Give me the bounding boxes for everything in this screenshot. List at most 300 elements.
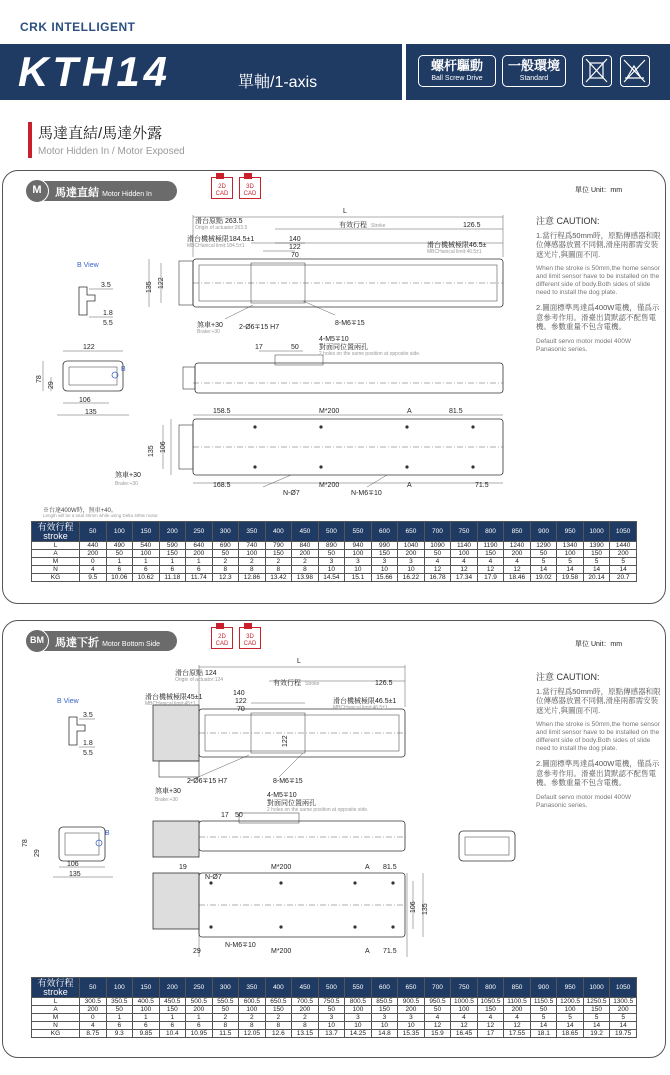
table-cell: 2 bbox=[265, 1014, 292, 1022]
caution-item2-zh-bm: 2.圖面標準馬達爲400W電機，僅爲示意參考作用。滑臺出貨默認不配售電機。參數重量不包含電機。 bbox=[536, 759, 660, 787]
unit-label-bm: 單位 Unit：mm bbox=[575, 641, 623, 648]
stroke-column-header: 950 bbox=[557, 978, 584, 998]
table-cell: 150 bbox=[583, 550, 610, 558]
spec-table-m bbox=[31, 521, 637, 582]
table-cell: 350.5 bbox=[106, 998, 133, 1006]
stroke-column-header: 900 bbox=[530, 522, 557, 542]
table-cell: 400.5 bbox=[133, 998, 160, 1006]
table-cell: 10 bbox=[318, 566, 345, 574]
stroke-column-header: 250 bbox=[186, 522, 213, 542]
dim-m-nm6: N-M6∓10 bbox=[351, 490, 382, 497]
row-label: M bbox=[32, 1014, 80, 1022]
stroke-column-header: 550 bbox=[345, 978, 372, 998]
stroke-column-header: 800 bbox=[477, 522, 504, 542]
stroke-column-header: 950 bbox=[557, 522, 584, 542]
table-cell: 9.5 bbox=[80, 574, 107, 582]
table-cell: 8 bbox=[239, 566, 266, 574]
table-cell: 16.45 bbox=[451, 1030, 478, 1038]
table-cell: 5 bbox=[583, 558, 610, 566]
table-cell: 200 bbox=[398, 550, 425, 558]
spec-table-bm bbox=[31, 977, 637, 1038]
table-cell: 8 bbox=[239, 1022, 266, 1030]
dim-m-A-bottom: A bbox=[407, 482, 412, 489]
dim-m-50: 50 bbox=[291, 344, 299, 351]
panel-m-note-en: Length will be a total 40mm while using Delta 400w motor. bbox=[43, 513, 159, 518]
table-cell: 8 bbox=[292, 1022, 319, 1030]
table-cell: 200 bbox=[186, 550, 213, 558]
table-cell: 1200.5 bbox=[557, 998, 584, 1006]
table-cell: 4 bbox=[477, 1014, 504, 1022]
table-row bbox=[32, 1022, 637, 1030]
stroke-header: 有效行程 stroke bbox=[32, 978, 80, 998]
panel-bm-title-en: Motor Bottom Side bbox=[102, 641, 161, 648]
table-cell: 13.98 bbox=[292, 574, 319, 582]
dim-m-limit-left-en: MBCHanical limit:184.5±1 bbox=[187, 243, 245, 249]
section-subtitle: Motor Hidden In / Motor Exposed bbox=[38, 146, 185, 157]
badge-env-zh: 一般環境 bbox=[507, 58, 560, 73]
dim-m-stroke: 有效行程 bbox=[339, 222, 367, 229]
table-cell: 8 bbox=[212, 1022, 239, 1030]
table-cell: 6 bbox=[159, 1022, 186, 1030]
dim-m-126-5: 126.5 bbox=[463, 222, 481, 229]
standard-env-badge bbox=[502, 55, 566, 87]
table-cell: 13.7 bbox=[318, 1030, 345, 1038]
table-cell: 840 bbox=[292, 542, 319, 550]
table-row bbox=[32, 1014, 637, 1022]
row-label: KG bbox=[32, 574, 80, 582]
dim-bm-stroke: 有效行程 bbox=[273, 680, 301, 687]
table-cell: 4 bbox=[80, 566, 107, 574]
row-label: L bbox=[32, 542, 80, 550]
dim-bm-m5-en: 2 holes on the same position at opposite side. bbox=[267, 807, 369, 813]
stroke-column-header: 1050 bbox=[610, 978, 637, 998]
dim-bm-b18: 1.8 bbox=[83, 740, 93, 747]
table-cell: 10 bbox=[345, 566, 372, 574]
model-title: KTH14 bbox=[18, 48, 172, 95]
table-cell: 10 bbox=[398, 1022, 425, 1030]
table-cell: 12 bbox=[477, 1022, 504, 1030]
dim-bm-b35: 3.5 bbox=[83, 712, 93, 719]
table-cell: 11.18 bbox=[159, 574, 186, 582]
table-cell: 8 bbox=[265, 566, 292, 574]
table-cell: 5 bbox=[610, 1014, 637, 1022]
table-cell: 12 bbox=[424, 1022, 451, 1030]
drawing-m-end-view bbox=[43, 351, 129, 415]
table-cell: 3 bbox=[318, 558, 345, 566]
table-cell: 200 bbox=[292, 550, 319, 558]
stroke-column-header: 600 bbox=[371, 522, 398, 542]
panel-m-code: M bbox=[25, 179, 49, 203]
table-cell: 650.5 bbox=[265, 998, 292, 1006]
table-cell: 18.1 bbox=[530, 1030, 557, 1038]
table-cell: 150 bbox=[265, 550, 292, 558]
table-cell: 2 bbox=[265, 558, 292, 566]
table-cell: 50 bbox=[318, 550, 345, 558]
caution-item1-en: When the stroke is 50mm,the home sensor and limit sensor have to be installed on the different side of body.Both sides of slide need to install the dog plate. bbox=[536, 265, 660, 296]
table-cell: 5 bbox=[557, 1014, 584, 1022]
stroke-column-header: 1050 bbox=[610, 522, 637, 542]
table-cell: 500.5 bbox=[186, 998, 213, 1006]
table-cell: 4 bbox=[504, 1014, 531, 1022]
table-cell: 12.86 bbox=[239, 574, 266, 582]
dim-bm-81-5: 81.5 bbox=[383, 864, 397, 871]
table-cell: 50 bbox=[212, 1006, 239, 1014]
stroke-column-header: 850 bbox=[504, 978, 531, 998]
stroke-column-header: 750 bbox=[451, 978, 478, 998]
dim-m-158-5: 158.5 bbox=[213, 408, 231, 415]
table-cell: 200 bbox=[186, 1006, 213, 1014]
table-cell: 3 bbox=[318, 1014, 345, 1022]
table-cell: 740 bbox=[239, 542, 266, 550]
dim-m-168-5: 168.5 bbox=[213, 482, 231, 489]
dim-m-bview: B View bbox=[77, 262, 99, 269]
caution-item1-en-bm: When the stroke is 50mm,the home sensor and limit sensor have to be installed on the different side of body.Both sides of slide need to install the dog plate. bbox=[536, 721, 660, 752]
table-cell: 8 bbox=[265, 1022, 292, 1030]
table-cell: 17.34 bbox=[451, 574, 478, 582]
table-cell: 17.9 bbox=[477, 574, 504, 582]
table-cell: 18.46 bbox=[504, 574, 531, 582]
stroke-column-header: 850 bbox=[504, 522, 531, 542]
table-cell: 2 bbox=[212, 1014, 239, 1022]
badge-drive-en: Ball Screw Drive bbox=[431, 75, 483, 82]
table-row bbox=[32, 1030, 637, 1038]
dim-bm-70: 70 bbox=[237, 706, 245, 713]
table-cell: 1 bbox=[133, 558, 160, 566]
dim-bm-mx200-top: M*200 bbox=[271, 864, 292, 871]
dim-bm-L: L bbox=[297, 658, 301, 665]
dim-bm-stroke-en: Stroke bbox=[305, 681, 320, 687]
dim-m-bmark: B bbox=[121, 366, 126, 373]
table-cell: 3 bbox=[345, 1014, 372, 1022]
dim-m-140: 140 bbox=[289, 236, 301, 243]
stroke-column-header: 200 bbox=[159, 978, 186, 998]
dim-m-L: L bbox=[343, 208, 347, 215]
table-cell: 8 bbox=[212, 566, 239, 574]
table-cell: 1340 bbox=[557, 542, 584, 550]
table-cell: 4 bbox=[451, 558, 478, 566]
dim-bm-limit-left: 滑台機械極限45±1 bbox=[145, 694, 203, 701]
table-row bbox=[32, 550, 637, 558]
stroke-column-header: 100 bbox=[106, 978, 133, 998]
caution-block bbox=[536, 217, 662, 360]
badge-env-en: Standard bbox=[519, 75, 549, 82]
dim-m-s29: 29 bbox=[48, 381, 55, 389]
table-cell: 10.4 bbox=[159, 1030, 186, 1038]
caution-item1-zh-bm: 1.當行程爲50mm時，原點傳感器和限位傳感器放置不同側,滑座兩都需安裝遮光片,與圖面不同. bbox=[536, 686, 661, 715]
table-cell: 10 bbox=[398, 566, 425, 574]
table-cell: 14 bbox=[557, 566, 584, 574]
table-cell: 100 bbox=[557, 1006, 584, 1014]
stroke-column-header: 600 bbox=[371, 978, 398, 998]
dim-m-m6: 8-M6∓15 bbox=[335, 320, 365, 327]
stroke-column-header: 650 bbox=[398, 978, 425, 998]
table-cell: 1050.5 bbox=[477, 998, 504, 1006]
table-cell: 20.14 bbox=[583, 574, 610, 582]
caution-title-bm: 注意 CAUTION: bbox=[536, 672, 600, 682]
table-cell: 640 bbox=[186, 542, 213, 550]
panel-m-title-en: Motor Hidden In bbox=[102, 191, 152, 198]
stroke-column-header: 350 bbox=[239, 522, 266, 542]
table-cell: 19.75 bbox=[610, 1030, 637, 1038]
dim-bm-origin-en: Origin of actuator:124 bbox=[175, 677, 224, 683]
table-cell: 8.75 bbox=[80, 1030, 107, 1038]
table-cell: 590 bbox=[159, 542, 186, 550]
table-cell: 100 bbox=[345, 550, 372, 558]
table-cell: 1000.5 bbox=[451, 998, 478, 1006]
dim-m-brake-b: 煞車+30 bbox=[115, 472, 141, 479]
dim-bm-b55: 5.5 bbox=[83, 750, 93, 757]
table-cell: 15.66 bbox=[371, 574, 398, 582]
table-cell: 200 bbox=[80, 1006, 107, 1014]
row-label: L bbox=[32, 998, 80, 1006]
table-cell: 50 bbox=[106, 550, 133, 558]
no-dust-icon bbox=[620, 55, 650, 87]
stroke-column-header: 250 bbox=[186, 978, 213, 998]
table-cell: 15.35 bbox=[398, 1030, 425, 1038]
dim-m-b35: 3.5 bbox=[101, 282, 111, 289]
dim-bm-s106: 106 bbox=[67, 861, 79, 868]
table-cell: 12.3 bbox=[212, 574, 239, 582]
table-cell: 10 bbox=[371, 566, 398, 574]
table-cell: 450.5 bbox=[159, 998, 186, 1006]
table-cell: 19.2 bbox=[583, 1030, 610, 1038]
table-cell: 50 bbox=[530, 1006, 557, 1014]
brand-name: CRK INTELLIGENT bbox=[20, 20, 136, 34]
dim-m-origin: 滑台原點 263.5 bbox=[195, 218, 243, 225]
table-cell: 12 bbox=[504, 566, 531, 574]
caution-item2-en-bm: Default servo motor model 400W Panasonic series. bbox=[536, 793, 632, 809]
table-cell: 1300.5 bbox=[610, 998, 637, 1006]
table-cell: 14.25 bbox=[345, 1030, 372, 1038]
table-cell: 50 bbox=[212, 550, 239, 558]
table-cell: 200 bbox=[504, 550, 531, 558]
table-cell: 14 bbox=[583, 1022, 610, 1030]
table-cell: 550.5 bbox=[212, 998, 239, 1006]
table-cell: 19.58 bbox=[557, 574, 584, 582]
dim-m-m5-zh: 對面同位置兩孔 bbox=[319, 344, 368, 351]
table-cell: 1 bbox=[133, 1014, 160, 1022]
table-cell: 20.7 bbox=[610, 574, 637, 582]
dim-m-s122: 122 bbox=[83, 344, 95, 351]
dim-m-origin-en: Origin of actuator:263.5 bbox=[195, 225, 248, 231]
table-cell: 1190 bbox=[477, 542, 504, 550]
stroke-column-header: 1000 bbox=[583, 522, 610, 542]
table-cell: 16.22 bbox=[398, 574, 425, 582]
dim-bm-t135: 135 bbox=[422, 903, 429, 915]
table-cell: 12 bbox=[424, 566, 451, 574]
table-cell: 10.62 bbox=[133, 574, 160, 582]
row-label: N bbox=[32, 566, 80, 574]
ball-screw-badge bbox=[418, 55, 496, 87]
table-cell: 0 bbox=[80, 1014, 107, 1022]
table-cell: 50 bbox=[530, 550, 557, 558]
dim-m-17: 17 bbox=[255, 344, 263, 351]
dim-bm-126-5: 126.5 bbox=[375, 680, 393, 687]
table-cell: 890 bbox=[318, 542, 345, 550]
stroke-column-header: 700 bbox=[424, 978, 451, 998]
table-cell: 1440 bbox=[610, 542, 637, 550]
table-cell: 6 bbox=[186, 566, 213, 574]
dim-m-b55: 5.5 bbox=[103, 320, 113, 327]
table-cell: 6 bbox=[186, 1022, 213, 1030]
dim-m-t106: 106 bbox=[160, 441, 167, 453]
dim-bm-19: 19 bbox=[179, 864, 187, 871]
section-accent-bar bbox=[28, 122, 32, 158]
stroke-column-header: 150 bbox=[133, 978, 160, 998]
panel-bm-title: 馬達下折 bbox=[55, 637, 99, 649]
dim-bm-mx200-bottom: M*200 bbox=[271, 948, 292, 955]
table-cell: 6 bbox=[106, 566, 133, 574]
dim-bm-origin: 滑台原點 124 bbox=[175, 670, 217, 677]
table-cell: 18.65 bbox=[557, 1030, 584, 1038]
table-cell: 100 bbox=[345, 1006, 372, 1014]
table-cell: 17 bbox=[477, 1030, 504, 1038]
dim-m-brake-en: Brake:+30 bbox=[197, 329, 220, 335]
stroke-column-header: 200 bbox=[159, 522, 186, 542]
caution-title: 注意 CAUTION: bbox=[536, 216, 600, 226]
stroke-column-header: 800 bbox=[477, 978, 504, 998]
dim-m-70: 70 bbox=[291, 252, 299, 259]
dim-m-s78: 78 bbox=[36, 375, 43, 383]
dim-m-mx200-bottom: M*200 bbox=[319, 482, 340, 489]
table-cell: 3 bbox=[371, 558, 398, 566]
table-cell: 6 bbox=[159, 566, 186, 574]
table-cell: 14 bbox=[530, 1022, 557, 1030]
table-cell: 1240 bbox=[504, 542, 531, 550]
table-cell: 12 bbox=[477, 566, 504, 574]
table-cell: 150 bbox=[583, 1006, 610, 1014]
dim-m-limit-left: 滑台機械極限184.5±1 bbox=[187, 236, 255, 243]
dim-m-mx200-top: M*200 bbox=[319, 408, 340, 415]
table-cell: 2 bbox=[239, 1014, 266, 1022]
stroke-column-header: 900 bbox=[530, 978, 557, 998]
row-label: N bbox=[32, 1022, 80, 1030]
dim-bm-pin: 2-Ø6∓15 H7 bbox=[187, 778, 228, 785]
cad-2d-button[interactable]: 2D CAD bbox=[211, 177, 233, 199]
table-cell: 1040 bbox=[398, 542, 425, 550]
dim-bm-bmark: B bbox=[105, 830, 110, 837]
table-cell: 9.85 bbox=[133, 1030, 160, 1038]
table-cell: 3 bbox=[345, 558, 372, 566]
panel-bm-code: BM bbox=[25, 629, 49, 653]
table-cell: 12.05 bbox=[239, 1030, 266, 1038]
cad-2d-button-bm[interactable]: 2D CAD bbox=[211, 627, 233, 649]
table-cell: 12 bbox=[451, 566, 478, 574]
stroke-column-header: 100 bbox=[106, 522, 133, 542]
stroke-column-header: 500 bbox=[318, 978, 345, 998]
table-cell: 14 bbox=[530, 566, 557, 574]
table-cell: 4 bbox=[80, 1022, 107, 1030]
table-cell: 12 bbox=[504, 1022, 531, 1030]
dim-bm-A-top: A bbox=[365, 864, 370, 871]
table-cell: 1 bbox=[106, 1014, 133, 1022]
table-cell: 700.5 bbox=[292, 998, 319, 1006]
dim-m-limit-right: 滑台機械極限46.5± bbox=[427, 242, 487, 249]
table-cell: 10 bbox=[371, 1022, 398, 1030]
stroke-column-header: 50 bbox=[80, 978, 107, 998]
table-cell: 200 bbox=[504, 1006, 531, 1014]
stroke-column-header: 300 bbox=[212, 522, 239, 542]
drawing-m-front-view bbox=[183, 351, 503, 393]
row-label: KG bbox=[32, 1030, 80, 1038]
table-cell: 200 bbox=[610, 1006, 637, 1014]
dim-bm-A-bottom: A bbox=[365, 948, 370, 955]
table-cell: 790 bbox=[265, 542, 292, 550]
dim-m-s106: 106 bbox=[79, 397, 91, 404]
drawing-bm bbox=[3, 621, 533, 971]
table-cell: 17.55 bbox=[504, 1030, 531, 1038]
table-cell: 3 bbox=[371, 1014, 398, 1022]
table-cell: 100 bbox=[133, 1006, 160, 1014]
panel-m-title: 馬達直結 bbox=[55, 187, 99, 199]
caution-item2-zh: 2.圖面標準馬達爲400W電機，僅爲示意參考作用。滑臺出貨默認不配售電機。參數重量不包含電機。 bbox=[536, 303, 660, 331]
drawing-bm-front-view bbox=[153, 813, 405, 857]
cad-3d-button[interactable]: 3D CAD bbox=[239, 177, 261, 199]
caution-item2-en: Default servo motor model 400W Panasonic series. bbox=[536, 337, 632, 353]
dim-bm-s135: 135 bbox=[69, 871, 81, 878]
stroke-column-header: 1000 bbox=[583, 978, 610, 998]
dim-m-stroke-en: Stroke bbox=[371, 223, 386, 229]
table-cell: 0 bbox=[80, 558, 107, 566]
table-cell: 5 bbox=[530, 1014, 557, 1022]
no-cleanroom-icon bbox=[582, 55, 612, 87]
table-row bbox=[32, 574, 637, 582]
dim-m-s135: 135 bbox=[85, 409, 97, 416]
table-cell: 5 bbox=[530, 558, 557, 566]
dim-bm-nm6: N-M6∓10 bbox=[225, 942, 256, 949]
table-row bbox=[32, 542, 637, 550]
dim-m-m5: 4-M5∓10 bbox=[319, 336, 349, 343]
table-cell: 200 bbox=[292, 1006, 319, 1014]
table-cell: 1 bbox=[186, 1014, 213, 1022]
dim-bm-bview: B View bbox=[57, 698, 79, 705]
stroke-column-header: 550 bbox=[345, 522, 372, 542]
stroke-column-header: 400 bbox=[265, 978, 292, 998]
dim-bm-s29: 29 bbox=[34, 849, 41, 857]
stroke-column-header: 400 bbox=[265, 522, 292, 542]
table-cell: 1150.5 bbox=[530, 998, 557, 1006]
dim-m-81-5: 81.5 bbox=[449, 408, 463, 415]
table-cell: 14 bbox=[583, 566, 610, 574]
caution-item1-zh: 1.當行程爲50mm時，原點傳感器和限位傳感器放置不同側,滑座兩都需安裝遮光片,與圖面不同. bbox=[536, 230, 661, 259]
dim-m-brake: 煞車+30 bbox=[197, 322, 223, 329]
table-cell: 100 bbox=[451, 550, 478, 558]
table-row bbox=[32, 1006, 637, 1014]
cad-3d-button-bm[interactable]: 3D CAD bbox=[239, 627, 261, 649]
table-cell: 100 bbox=[451, 1006, 478, 1014]
dim-bm-122v: 122 bbox=[282, 735, 289, 747]
stroke-column-header: 300 bbox=[212, 978, 239, 998]
table-cell: 5 bbox=[557, 558, 584, 566]
stroke-column-header: 450 bbox=[292, 978, 319, 998]
table-cell: 9.3 bbox=[106, 1030, 133, 1038]
stroke-column-header: 50 bbox=[80, 522, 107, 542]
row-label: A bbox=[32, 550, 80, 558]
table-cell: 200 bbox=[398, 1006, 425, 1014]
dim-bm-29: 29 bbox=[193, 948, 201, 955]
table-cell: 12 bbox=[451, 1022, 478, 1030]
dim-m-t135: 135 bbox=[148, 445, 155, 457]
dim-bm-s78: 78 bbox=[22, 839, 29, 847]
table-cell: 150 bbox=[371, 1006, 398, 1014]
stroke-column-header: 500 bbox=[318, 522, 345, 542]
dim-bm-n7: N-Ø7 bbox=[205, 874, 222, 881]
dim-m-limit-right-en: MBCHanical limit:46.5±1 bbox=[427, 249, 482, 255]
hero-right-bar bbox=[406, 44, 670, 100]
table-cell: 2 bbox=[212, 558, 239, 566]
table-cell: 990 bbox=[371, 542, 398, 550]
panel-motor-bottom bbox=[2, 620, 666, 1058]
